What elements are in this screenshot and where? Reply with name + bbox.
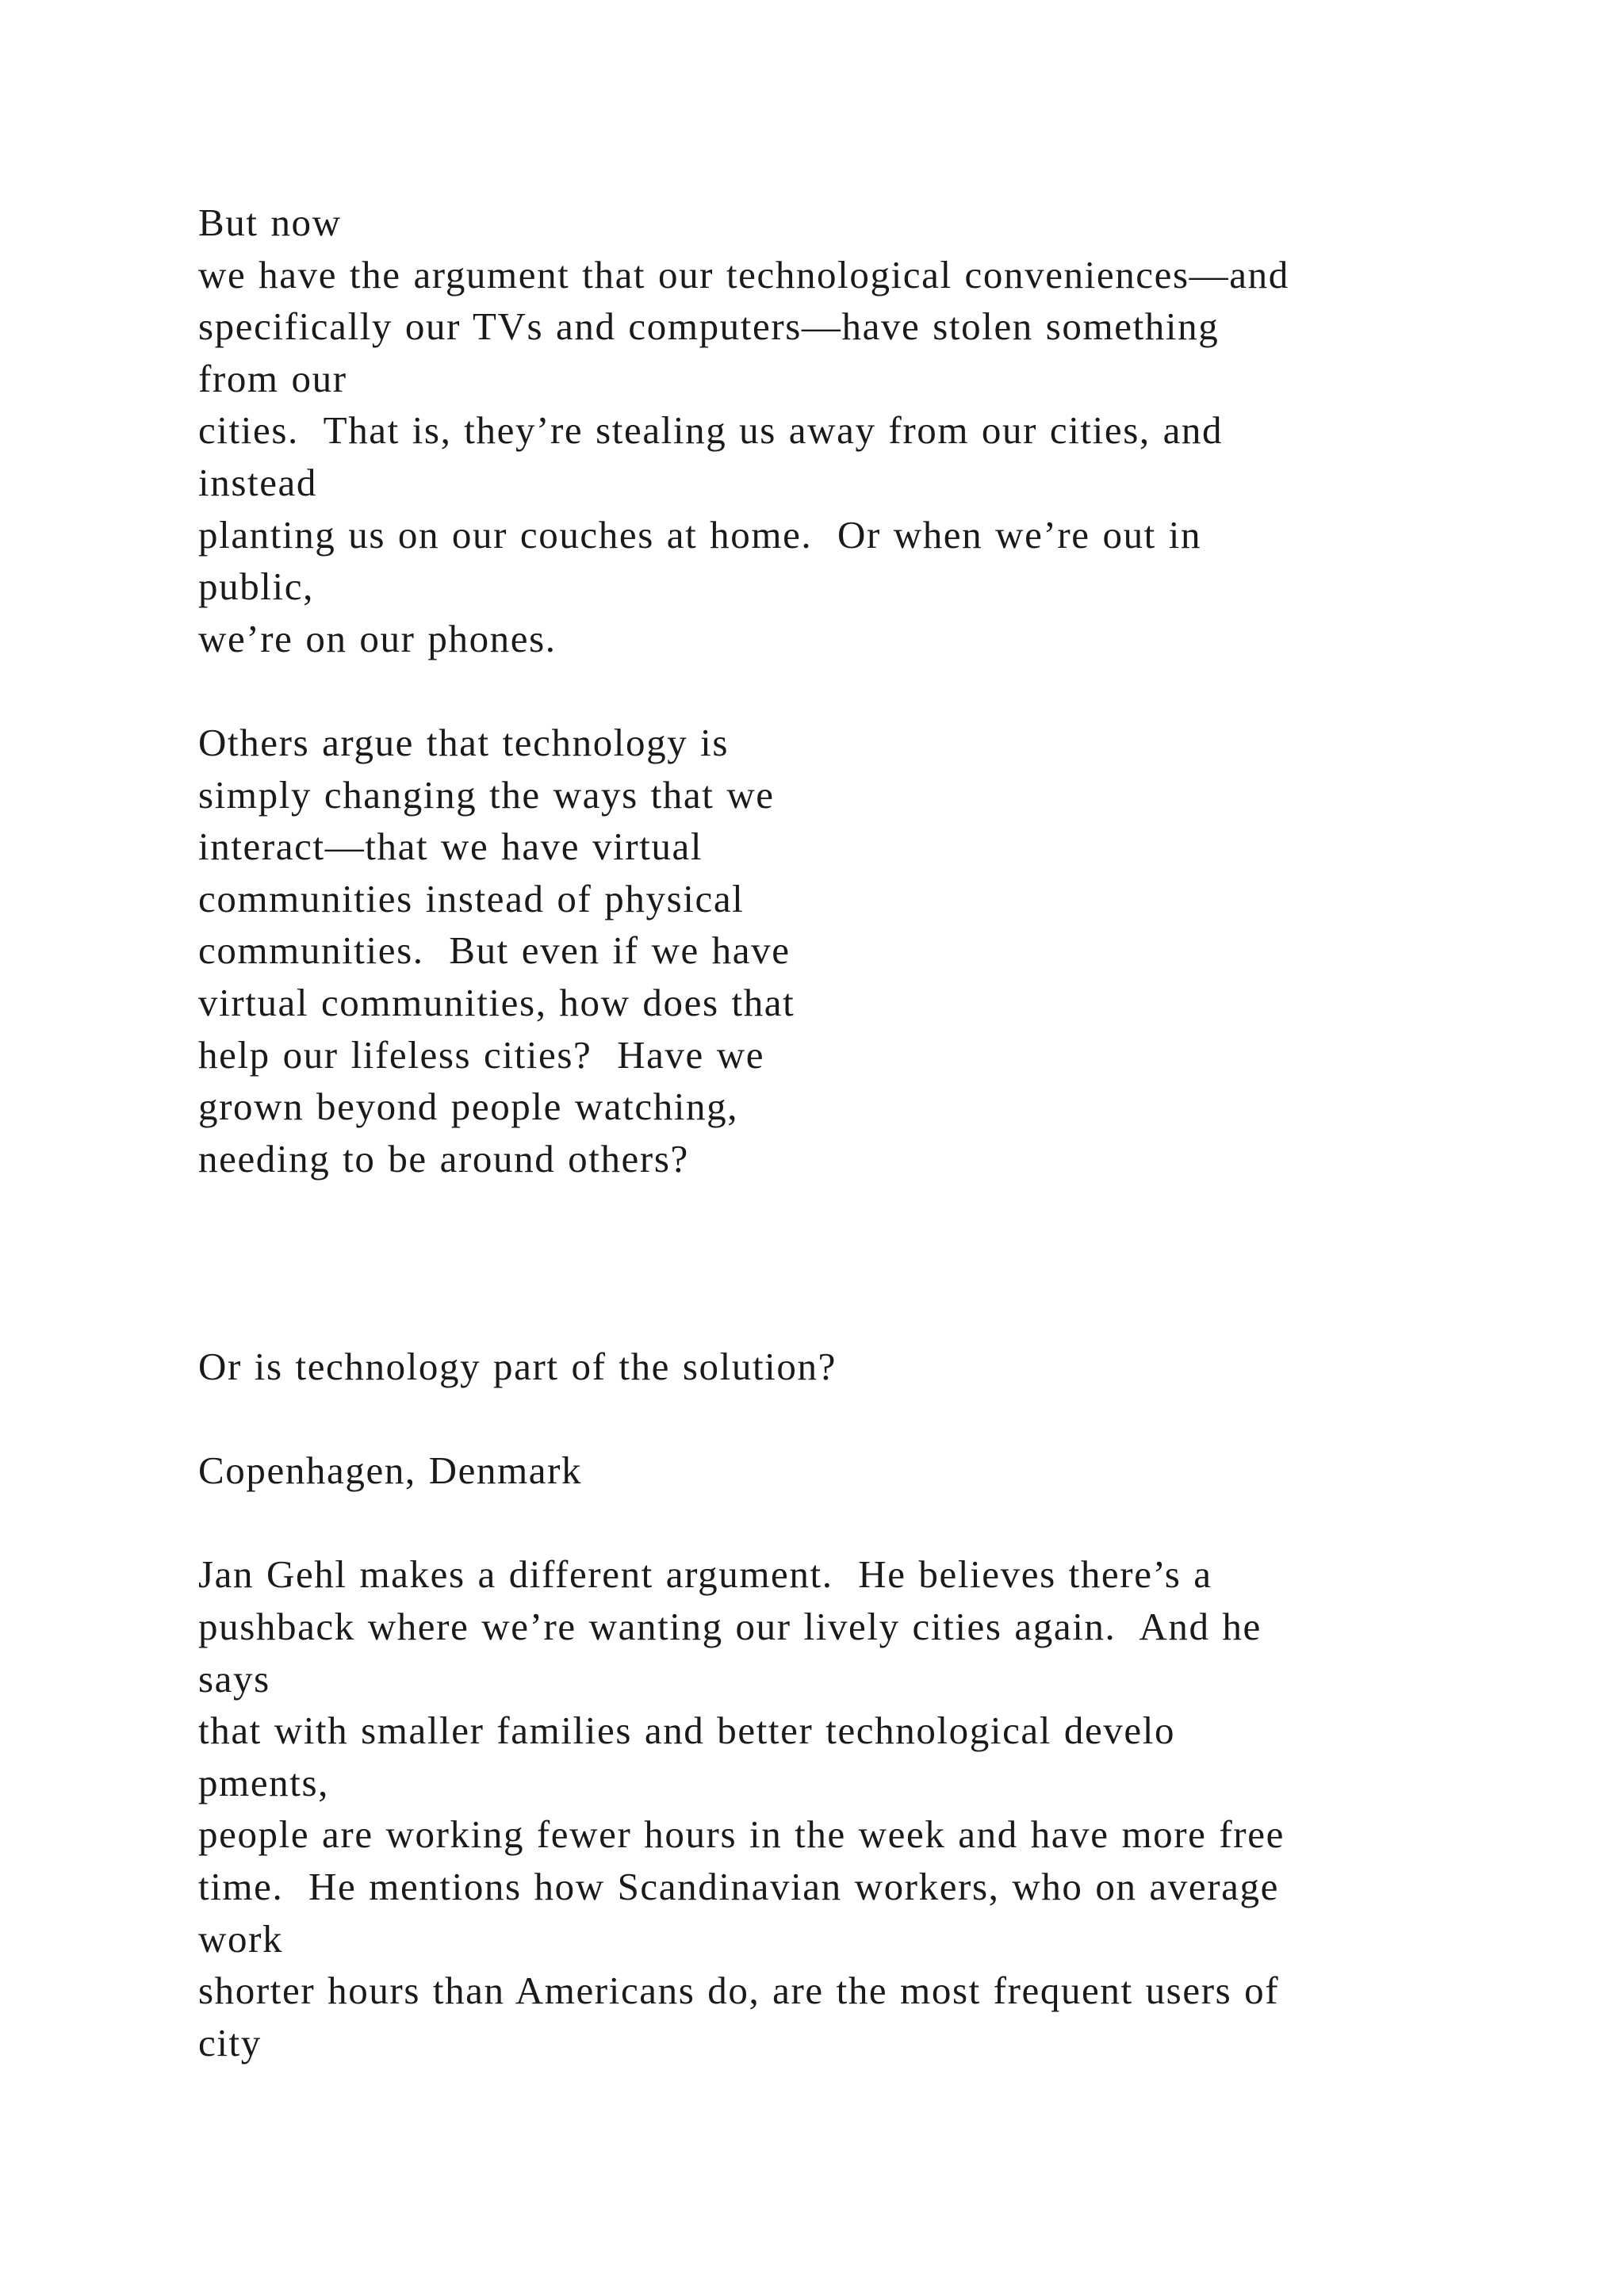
text-line: needing to be around others? (198, 1136, 689, 1181)
text-line: people are working fewer hours in the week and have more free (198, 1812, 1285, 1857)
text-line: grown beyond people watching, (198, 1085, 739, 1129)
text-line: But now (198, 201, 342, 244)
text-line: we’re on our phones. (198, 616, 557, 660)
text-line: Others argue that technology is (198, 720, 730, 764)
text-line: time. He mentions how Scandinavian workers, who on average (198, 1865, 1279, 1908)
text-line: pments, (198, 1760, 329, 1804)
blank-line (198, 1497, 1546, 1549)
text-line: says (198, 1656, 270, 1701)
blank-line (198, 1393, 1546, 1445)
text-line: Jan Gehl makes a different argument. He believes there’s a (198, 1552, 1212, 1597)
text-line: cities. That is, they’re stealing us away from our cities, and (198, 408, 1224, 453)
text-line: shorter hours than Americans do, are the most frequent users of (198, 1969, 1280, 2013)
text-line: public, (198, 564, 314, 609)
text-line: interact—that we have virtual (198, 825, 703, 869)
text-line: Or is technology part of the solution? (198, 1345, 837, 1389)
text-line: from our (198, 356, 347, 400)
section-heading: Copenhagen, Denmark (198, 1448, 583, 1493)
text-line: specifically our TVs and computers—have stolen something (198, 304, 1220, 349)
text-line: city (198, 2020, 262, 2064)
text-line: help our lifeless cities? Have we (198, 1032, 765, 1077)
text-line: planting us on our couches at home. Or when we’re out in (198, 512, 1202, 557)
text-line: pushback where we’re wanting our lively cities again. And he (198, 1605, 1262, 1649)
blank-line (198, 1237, 1546, 1289)
text-line: that with smaller families and better technological develo (198, 1709, 1176, 1753)
text-line: virtual communities, how does that (198, 980, 795, 1024)
document-body (198, 197, 1546, 2068)
text-line: instead (198, 460, 317, 504)
text-line: work (198, 1916, 284, 1961)
text-line: simply changing the ways that we (198, 772, 775, 817)
text-line: communities. But even if we have (198, 928, 791, 973)
blank-line (198, 1184, 1546, 1237)
text-line: we have the argument that our technological conveniences—and (198, 252, 1289, 297)
blank-line (198, 664, 1546, 717)
blank-line (198, 1288, 1546, 1341)
text-line: communities instead of physical (198, 876, 745, 920)
